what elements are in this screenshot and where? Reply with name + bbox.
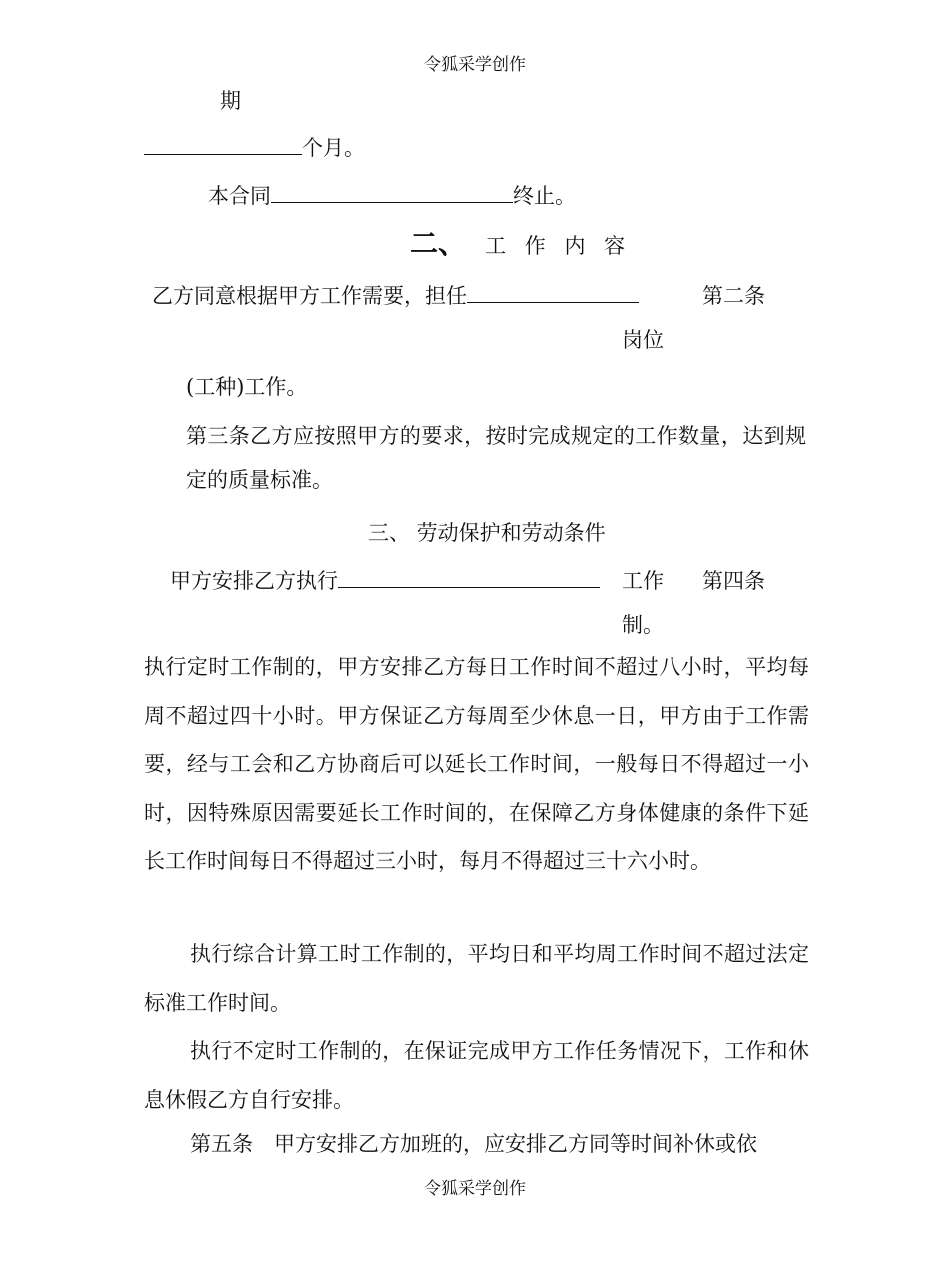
section2-number: 二、 xyxy=(410,227,467,260)
article4-label: 第四条 xyxy=(702,569,765,593)
paragraph-article5: 第五条 甲方安排乙方加班的，应安排乙方同等时间补休或依 xyxy=(190,1132,757,1156)
page-header: 令狐采学创作 xyxy=(424,55,526,75)
article4-work: 工作 xyxy=(622,569,664,593)
article2-worktype: (工种)工作。 xyxy=(186,375,308,399)
term-months-suffix: 个月。 xyxy=(302,136,365,160)
article2-line xyxy=(152,280,639,310)
blank-months xyxy=(144,134,302,155)
blank-end-date xyxy=(271,182,513,203)
page-footer: 令狐采学创作 xyxy=(424,1179,526,1199)
article4-text: 甲方安排乙方执行 xyxy=(170,569,338,593)
article2-label: 第二条 xyxy=(702,284,765,308)
paragraph-comprehensive-hours: 执行综合计算工时工作制的，平均日和平均周工作时间不超过法定标准工作时间。 xyxy=(144,942,809,1015)
blank-work-system xyxy=(338,567,600,588)
blank-post xyxy=(467,282,639,303)
article4-line xyxy=(170,565,600,595)
paragraph-fixed-hours: 执行定时工作制的，甲方安排乙方每日工作时间不超过八小时，平均每周不超过四十小时。甲方保证乙方每周至少休息一日，甲方由于工作需要，经与工会和乙方协商后可以延长工作时间，一般每日不得超过一小时，因特殊原因需要延长工作时间的，在保障乙方身体健康的条件下延长工作时间每日不得超过三小时，每月不得超过三十六小时。 xyxy=(144,655,809,873)
term-months-line xyxy=(144,132,365,162)
section2-heading xyxy=(410,222,631,262)
article4-system: 制。 xyxy=(622,613,664,637)
article2-post: 岗位 xyxy=(622,328,664,352)
section2-title: 工 作 内 容 xyxy=(485,234,632,258)
term-end-prefix: 本合同 xyxy=(208,184,271,208)
paragraph-flexible-hours: 执行不定时工作制的，在保证完成甲方工作任务情况下，工作和休息休假乙方自行安排。 xyxy=(144,1039,809,1112)
section3-heading: 三、 劳动保护和劳动条件 xyxy=(368,521,606,545)
term-end-suffix: 终止。 xyxy=(513,184,576,208)
article2-text: 乙方同意根据甲方工作需要，担任 xyxy=(152,284,467,308)
article3-paragraph: 第三条乙方应按照甲方的要求，按时完成规定的工作数量，达到规定的质量标准。 xyxy=(186,424,806,492)
term-qi: 期 xyxy=(220,89,241,113)
term-end-line xyxy=(208,180,576,210)
